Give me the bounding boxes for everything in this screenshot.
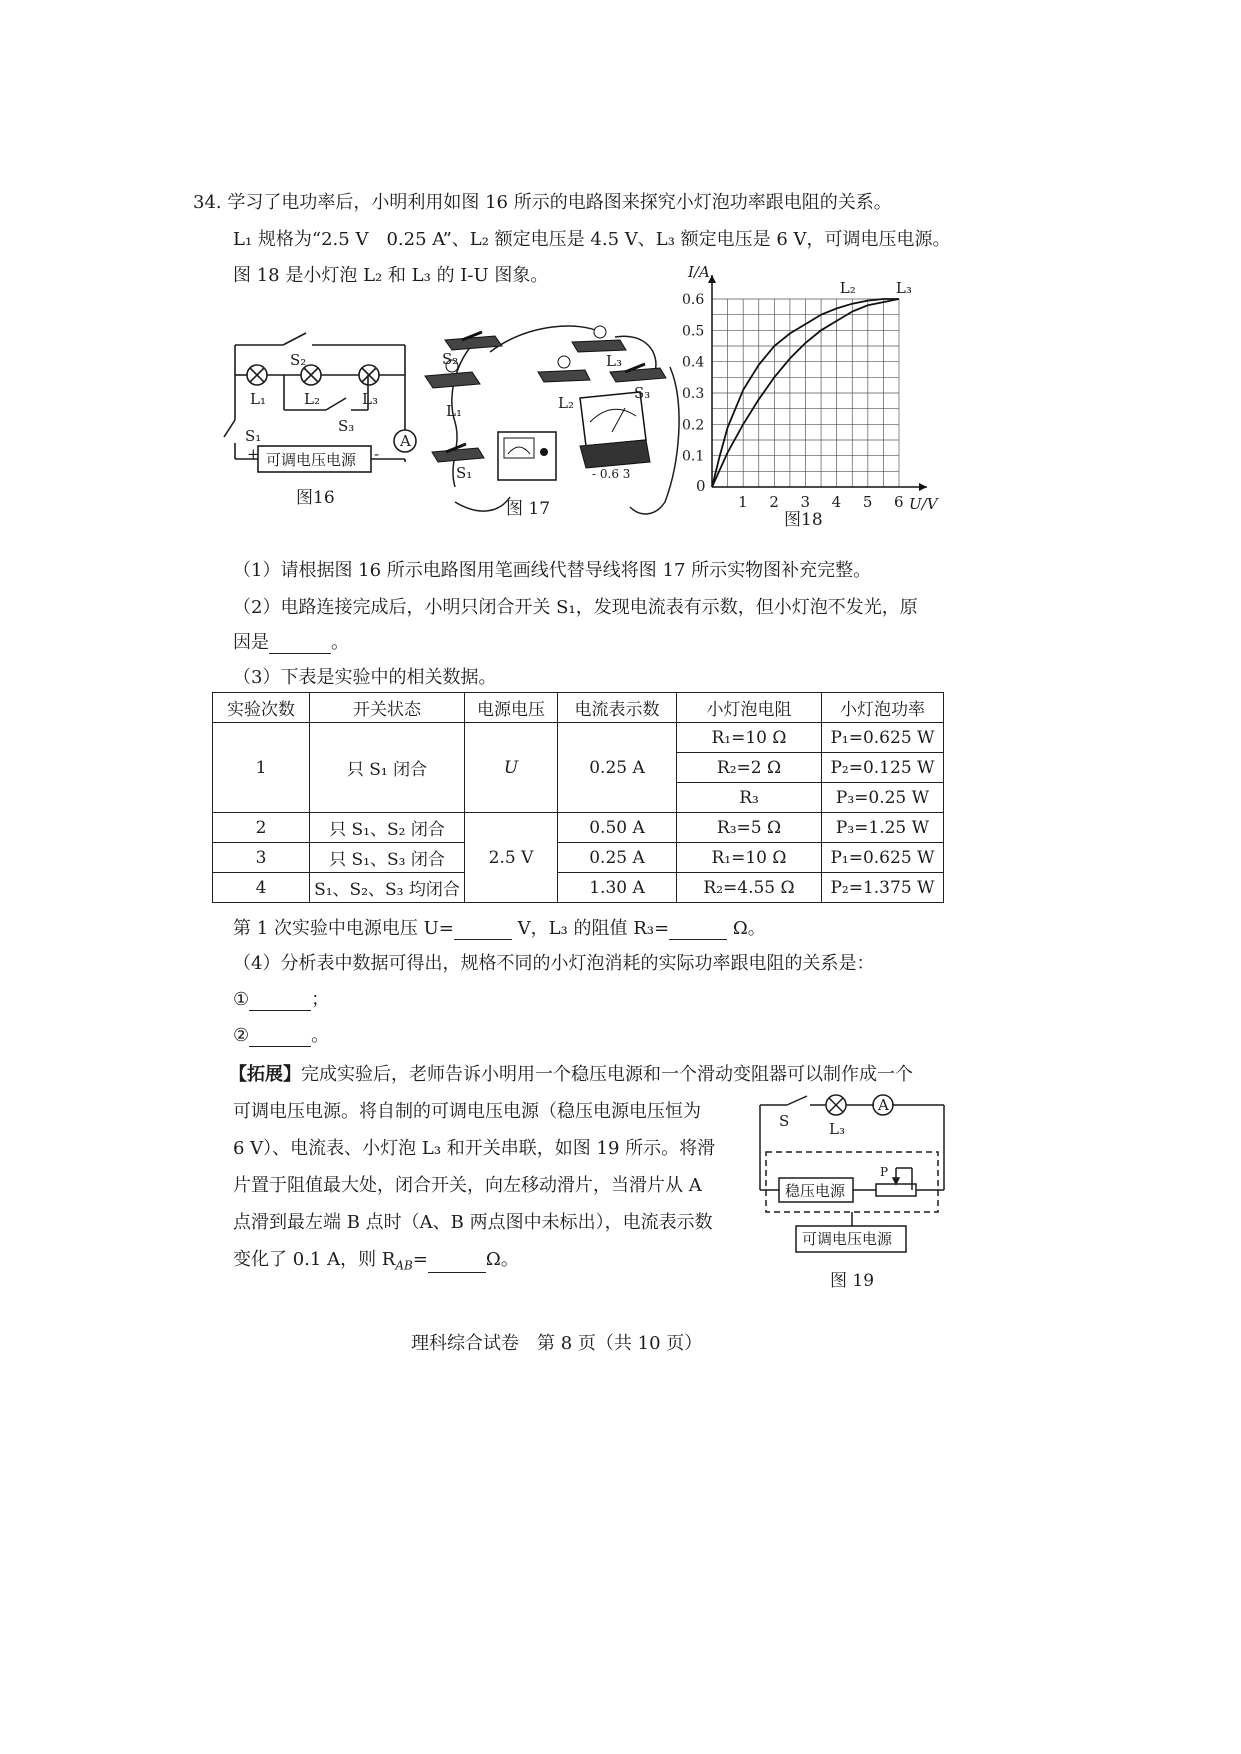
question-3: （3）下表是实验中的相关数据。: [233, 667, 497, 688]
r1-resistance-c: R₃: [677, 783, 822, 813]
question-line-3: 图 18 是小灯泡 L₂ 和 L₃ 的 I-U 图象。: [233, 265, 549, 286]
fig17-l2-label: L₂: [558, 394, 574, 412]
resistance-answer-blank[interactable]: [669, 921, 727, 940]
fig19-l3-label: L₃: [829, 1120, 845, 1138]
fig19-s-label: S: [779, 1112, 790, 1130]
fig17-switch-s1: [432, 444, 484, 462]
question-1: （1）请根据图 16 所示电路图用笔画线代替导线将图 17 所示实物图补充完整。: [233, 560, 872, 581]
series-label-1: L₂: [839, 279, 856, 297]
question-line-2: L₁ 规格为“2.5 V 0.25 A”、L₂ 额定电压是 4.5 V、L₃ 额定电压是 6 V，可调电压电源。: [233, 229, 951, 250]
y-tick-label: 0.5: [682, 323, 705, 340]
figure-16-circuit: [228, 325, 428, 510]
r3-state: 只 S₁、S₃ 闭合: [310, 843, 465, 873]
question-3-fill: [233, 918, 766, 940]
r3-power: P₁=0.625 W: [822, 843, 944, 873]
table-header-row: [213, 693, 944, 723]
x-tick-label: 1: [738, 493, 748, 511]
r4-resistance: R₂=4.55 Ω: [677, 873, 822, 903]
fig17-l3-label: L₃: [606, 352, 622, 370]
y-tick-label: 0.3: [682, 386, 705, 402]
x-tick-label: 0: [696, 477, 706, 495]
extension-text-1: 完成实验后，老师告诉小明用一个稳压电源和一个滑动变阻器可以制作成一个: [301, 1064, 913, 1085]
r2-power: P₃=1.25 W: [822, 813, 944, 843]
question-2-line-2: [233, 632, 349, 654]
question-2-line-1: （2）电路连接完成后，小明只闭合开关 S₁，发现电流表有示数，但小灯泡不发光，原: [233, 597, 918, 618]
fig16-s3-label: S₃: [338, 417, 355, 435]
fig17-switch-s2: [445, 332, 502, 350]
fig16-l1-label: L₁: [250, 390, 266, 408]
r2-state: 只 S₁、S₂ 闭合: [310, 813, 465, 843]
data-table: [212, 692, 944, 903]
fig16-plus-label: +: [247, 445, 260, 463]
y-axis-label: I/A: [688, 263, 710, 281]
table-row: [213, 723, 944, 753]
extension-text-6c: Ω。: [485, 1249, 519, 1270]
r1-voltage: U: [465, 723, 558, 813]
x-tick-label: 2: [769, 493, 779, 511]
y-tick-label: 0.6: [682, 292, 705, 308]
fig17-s2-label: S₂: [442, 350, 459, 368]
q4-2-marker: ②: [233, 1025, 250, 1046]
question-line-1: [193, 192, 892, 214]
fig19-adjustable-label: 可调电压电源: [802, 1230, 893, 1248]
q3-fill-a: 第 1 次实验中电源电压 U=: [233, 918, 454, 939]
x-tick-label: 5: [862, 493, 873, 511]
q4-answer-1-blank[interactable]: [249, 992, 311, 1011]
table-row: [213, 813, 944, 843]
x-tick-label: 4: [831, 493, 842, 511]
extension-line-4: 片置于阻值最大处，闭合开关，向左移动滑片，当滑片从 A: [233, 1175, 702, 1196]
question-number: 34.: [193, 192, 222, 213]
fig16-l3-label: L₃: [362, 390, 378, 408]
fig16-l2-label: L₂: [304, 390, 320, 408]
q3-fill-b: V，L₃ 的阻值 R₃=: [517, 918, 670, 939]
r2-resistance: R₃=5 Ω: [677, 813, 822, 843]
fig17-s3-label: S₃: [634, 384, 651, 402]
th-switch: 开关状态: [310, 693, 465, 723]
r1-state: 只 S₁ 闭合: [310, 723, 465, 813]
extension-line-6: [233, 1249, 519, 1273]
fig16-power-label: 可调电压电源: [266, 451, 357, 469]
y-tick-label: 0.2: [682, 417, 705, 434]
r1-trial: 1: [213, 723, 310, 813]
y-tick-label: 0.4: [682, 354, 705, 371]
fig16-s1-label: S₁: [245, 427, 262, 445]
extension-line-3: 6 V）、电流表、小灯泡 L₃ 和开关串联，如图 19 所示。将滑: [233, 1138, 716, 1159]
th-power: 小灯泡功率: [822, 693, 944, 723]
fig17-lamp-l2: [538, 356, 590, 382]
q4-1-marker: ①: [233, 989, 250, 1010]
fig16-caption: 图16: [296, 488, 335, 508]
fig16-ammeter-label: A: [400, 432, 411, 450]
q2-suffix: 。: [331, 632, 349, 653]
fig17-s1-label: S₁: [456, 464, 473, 482]
q2-prefix: 因是: [233, 632, 269, 653]
r2-trial: 2: [213, 813, 310, 843]
q3-fill-c: Ω。: [732, 918, 766, 939]
fig19-p-label: P: [880, 1165, 889, 1179]
fig17-ammeter: [580, 392, 650, 468]
page-footer: 理科综合试卷 第 8 页（共 10 页）: [411, 1333, 703, 1354]
extension-line-5: 点滑到最左端 B 点时（A、B 两点图中未标出），电流表示数: [233, 1212, 713, 1233]
fig17-lamp-l3: [572, 326, 626, 352]
x-tick-label: 6: [894, 493, 904, 511]
fig19-caption: 图 19: [830, 1271, 875, 1291]
q4-1-end: ；: [311, 989, 330, 1010]
extension-tag: 【拓展】: [229, 1064, 301, 1085]
figure-17-apparatus: [440, 312, 685, 527]
x-axis-label: U/V: [909, 495, 938, 513]
shared-voltage: 2.5 V: [465, 813, 558, 903]
q2-answer-blank[interactable]: [269, 635, 331, 654]
fig18-caption: 图18: [784, 510, 823, 530]
r4-trial: 4: [213, 873, 310, 903]
r1-resistance-a: R₁=10 Ω: [677, 723, 822, 753]
r1-power-c: P₃=0.25 W: [822, 783, 944, 813]
x-tick-label: 3: [800, 493, 811, 511]
th-trial: 实验次数: [213, 693, 310, 723]
fig17-caption: 图 17: [506, 499, 551, 519]
question-4-answer-2: [233, 1025, 329, 1047]
fig17-l1-label: L₁: [446, 402, 462, 420]
rab-answer-blank[interactable]: [428, 1254, 486, 1273]
r3-resistance: R₁=10 Ω: [677, 843, 822, 873]
table-row: [213, 873, 944, 903]
r1-power-a: P₁=0.625 W: [822, 723, 944, 753]
th-current: 电流表示数: [558, 693, 677, 723]
extension-line-2: 可调电压电源。将自制的可调电压电源（稳压电源电压恒为: [233, 1101, 701, 1122]
r3-trial: 3: [213, 843, 310, 873]
table-row: [213, 843, 944, 873]
q4-2-end: 。: [311, 1025, 330, 1046]
r1-power-b: P₂=0.125 W: [822, 753, 944, 783]
fig17-power-supply: [498, 432, 556, 480]
r4-power: P₂=1.375 W: [822, 873, 944, 903]
r1-current: 0.25 A: [558, 723, 677, 813]
fig16-minus-label: -: [374, 445, 380, 463]
x-axis-arrow: [919, 483, 927, 491]
fig19-stabilized-label: 稳压电源: [785, 1182, 846, 1200]
fig17-meter-scale: - 0.6 3: [592, 467, 631, 481]
q4-answer-2-blank[interactable]: [249, 1028, 311, 1047]
question-4-answer-1: [233, 989, 329, 1011]
th-voltage: 电源电压: [465, 693, 558, 723]
extension-text-6a: 变化了 0.1 A，则 R: [233, 1249, 396, 1270]
fig16-s2-label: S₂: [290, 351, 307, 369]
r3-current: 0.25 A: [558, 843, 677, 873]
question-text-1: 学习了电功率后，小明利用如图 16 所示的电路图来探究小灯泡功率跟电阻的关系。: [227, 192, 892, 213]
question-4: （4）分析表中数据可得出，规格不同的小灯泡消耗的实际功率跟电阻的关系是：: [233, 953, 875, 974]
figure-19-circuit: [752, 1090, 952, 1290]
extension-text-6b: =: [412, 1249, 428, 1270]
series-label-2: L₃: [895, 279, 912, 297]
fig19-ammeter-label: A: [878, 1096, 889, 1114]
figure-18-chart: [680, 265, 950, 530]
voltage-answer-blank[interactable]: [454, 921, 512, 940]
extension-line-1: [229, 1064, 913, 1086]
r2-current: 0.50 A: [558, 813, 677, 843]
y-tick-label: 0.1: [682, 448, 705, 465]
r1-resistance-b: R₂=2 Ω: [677, 753, 822, 783]
extension-subscript: AB: [395, 1258, 413, 1273]
r4-current: 1.30 A: [558, 873, 677, 903]
th-resistance: 小灯泡电阻: [677, 693, 822, 723]
r4-state: S₁、S₂、S₃ 均闭合: [310, 873, 465, 903]
